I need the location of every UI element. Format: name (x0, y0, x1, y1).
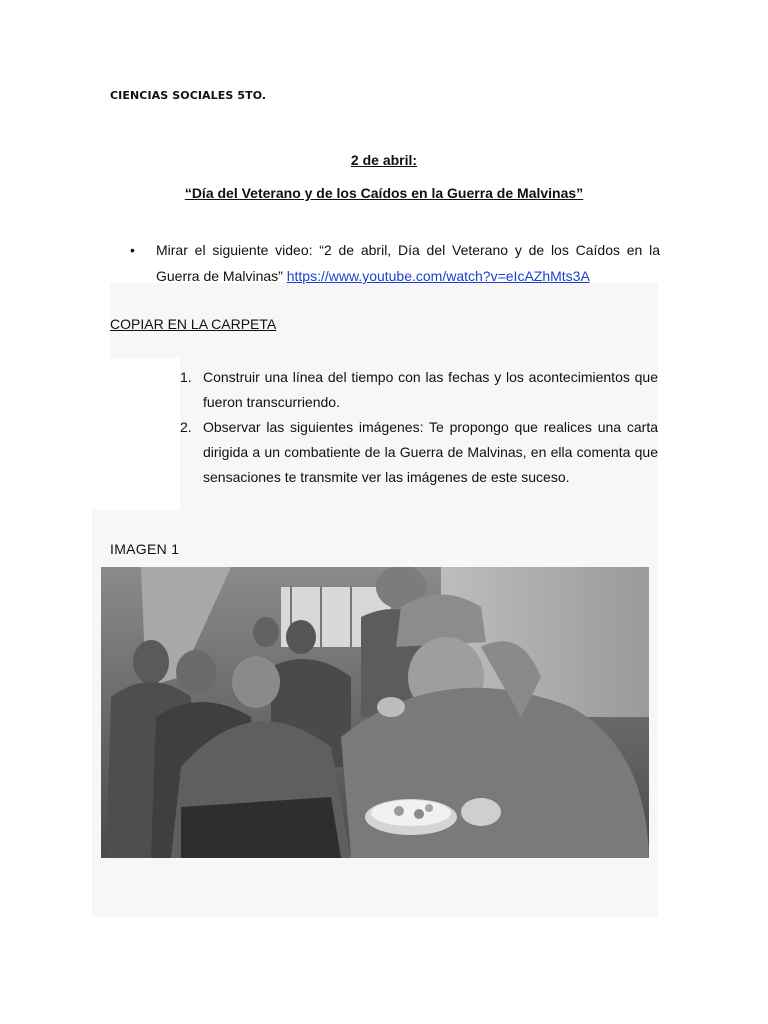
list-item-1 (180, 365, 658, 415)
list-item-2 (180, 415, 658, 490)
course-title: CIENCIAS SOCIALES 5TO. (110, 89, 267, 102)
list-item-number: 1. (180, 369, 192, 385)
list-item-text: Observar las siguientes imágenes: Te propongo que realices una carta dirigida a un combatiente de la Guerra de Malvinas, en ella comenta que sensaciones te transmite ver las imágenes de este suceso. (203, 419, 658, 485)
soldiers-photo (101, 567, 649, 858)
main-title: “Día del Veterano y de los Caídos en la Guerra de Malvinas” (184, 185, 584, 201)
date-title: 2 de abril: (350, 152, 418, 168)
video-bullet (130, 237, 660, 289)
copy-heading: COPIAR EN LA CARPETA (110, 316, 277, 332)
bullet-icon: • (130, 242, 135, 258)
numbered-list (180, 365, 658, 490)
bullet-text (156, 237, 660, 289)
list-item-number: 2. (180, 419, 192, 435)
bullet-instruction: Mirar el siguiente video: “2 de abril, Día del Veterano y de los Caídos en la Guerra de Malvinas” (156, 242, 660, 284)
video-link[interactable]: https://www.youtube.com/watch?v=eIcAZhMts3A (286, 268, 590, 284)
list-item-text: Construir una línea del tiempo con las fechas y los acontecimientos que fueron transcurriendo. (203, 369, 658, 410)
image-heading: IMAGEN 1 (110, 541, 180, 557)
